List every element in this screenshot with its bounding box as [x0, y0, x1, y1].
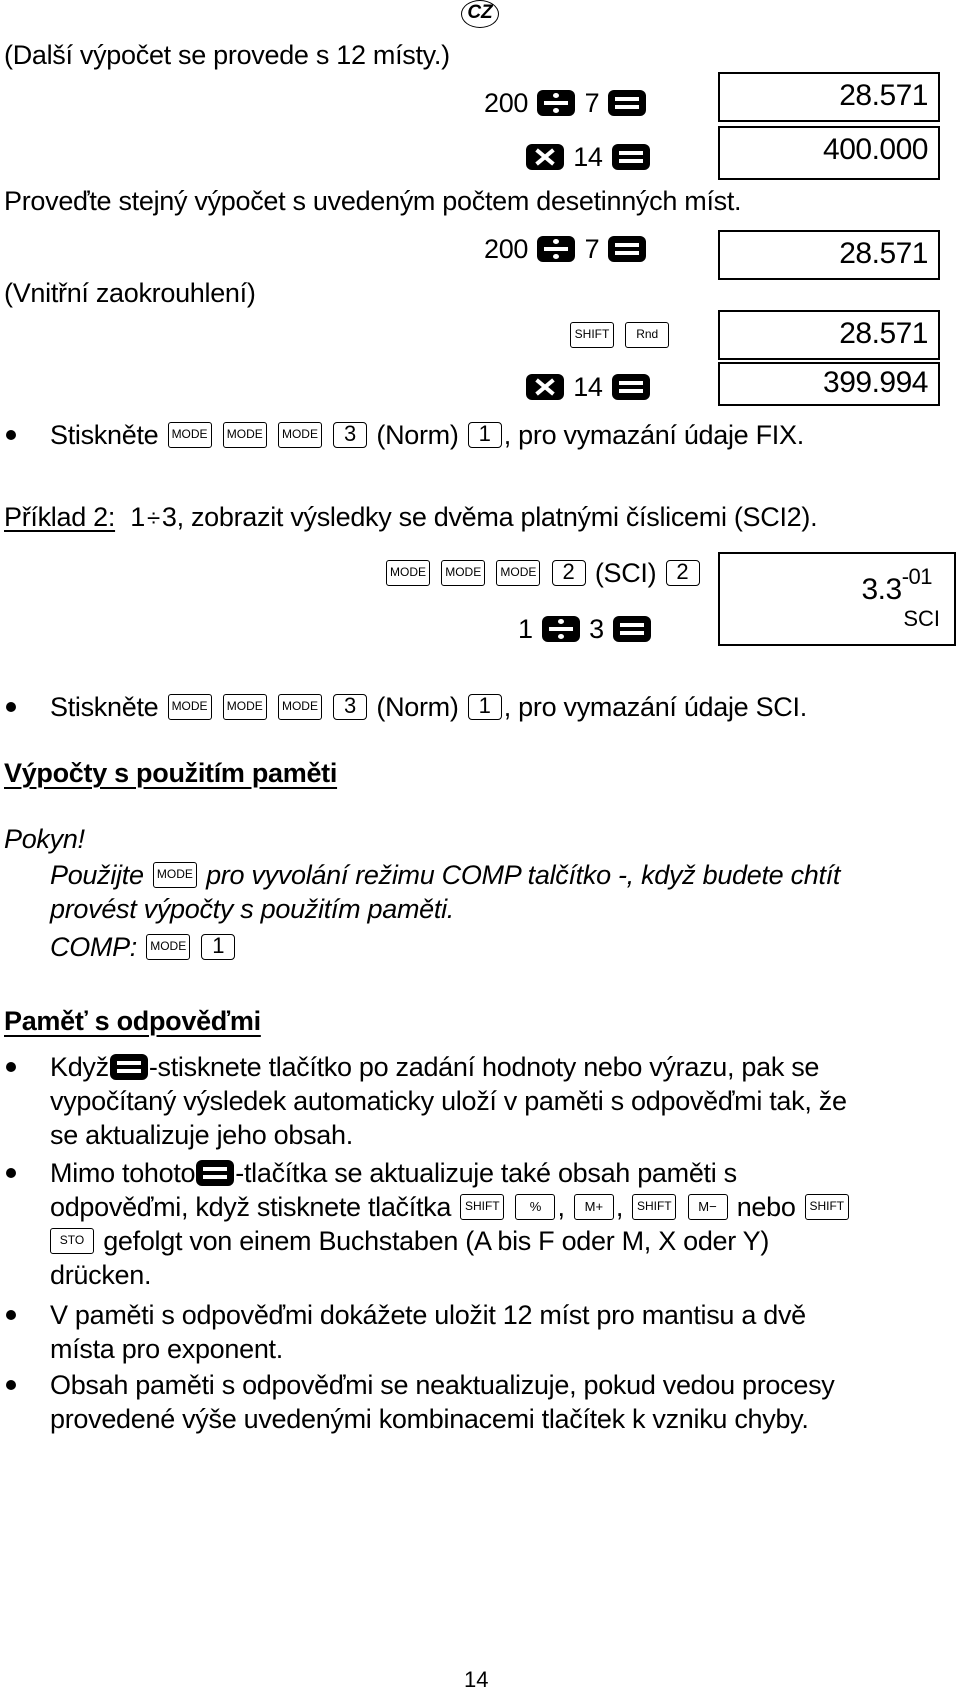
- key-sequence-1: [484, 86, 648, 120]
- divide-key-icon: [537, 90, 575, 116]
- b2-besides: Mimo tohoto: [50, 1158, 196, 1188]
- shift-key-icon: SHIFT: [805, 1194, 849, 1220]
- number-7: 7: [584, 234, 600, 264]
- key-sequence-2: [524, 140, 652, 174]
- note-line-2: provést výpočty s použitím paměti.: [50, 894, 454, 924]
- bullet-icon: [6, 430, 16, 440]
- b1-line-2: vypočítaný výsledek automaticky uloží v paměti s odpověďmi tak, že: [50, 1086, 847, 1116]
- sci-flag: SCI: [903, 606, 940, 631]
- memory-calc-heading: Výpočty s použitím paměti: [4, 758, 338, 788]
- mode-key-icon: MODE: [153, 862, 197, 888]
- bullet-icon: [6, 1310, 16, 1320]
- press-label: Stiskněte: [50, 420, 159, 450]
- key-sequence-5: [518, 612, 653, 646]
- b4-line-2: provedené výše uvedenými kombinacemi tlačítek k vzniku chyby.: [50, 1404, 809, 1434]
- one-key-icon: 1: [468, 422, 502, 448]
- text-same-calc: Proveďte stejný výpočet s uvedeným počtem desetinných míst.: [4, 186, 742, 216]
- comma: ,: [557, 1192, 565, 1222]
- equals-key-icon: [196, 1160, 234, 1186]
- mode-key-icon: MODE: [441, 560, 485, 586]
- example-2-expr-b: 3, zobrazit výsledky se dvěma platnými číslicemi (SCI2).: [161, 502, 818, 532]
- mode-key-icon: MODE: [496, 560, 540, 586]
- key-sequence-3: [484, 232, 648, 266]
- divide-key-icon: [537, 236, 575, 262]
- bullet-sci-clear: [6, 690, 956, 724]
- or-label: nebo: [736, 1192, 796, 1222]
- mode-key-icon: MODE: [386, 560, 430, 586]
- number-7: 7: [584, 88, 600, 118]
- note-line-1-rest: pro vyvolání režimu COMP talčítko -, když budete chtít: [206, 860, 841, 890]
- norm-label: (Norm): [376, 420, 459, 450]
- equals-key-icon: [612, 374, 650, 400]
- sci-exponent: -01: [901, 564, 932, 589]
- fix-clear-suffix: , pro vymazání údaje FIX.: [503, 420, 804, 450]
- number-200: 200: [484, 88, 529, 118]
- b2-line-2: odpověďmi, když stisknete tlačítka: [50, 1192, 452, 1222]
- key-sequence-shift-rnd: [568, 318, 671, 352]
- note-use-label: Použijte: [50, 860, 144, 890]
- equals-key-icon: [608, 236, 646, 262]
- multiply-key-icon: [526, 144, 564, 170]
- bullet-answer-2: [6, 1156, 956, 1292]
- one-key-icon: 1: [468, 694, 502, 720]
- shift-key-icon: SHIFT: [460, 1194, 504, 1220]
- two-key-icon: 2: [552, 560, 586, 586]
- multiply-key-icon: [526, 374, 564, 400]
- b1-line-3: se aktualizuje jeho obsah.: [50, 1120, 353, 1150]
- m-plus-key-icon: M+: [574, 1194, 614, 1220]
- text-decimal-12: (Další výpočet se provede s 12 místy.): [4, 40, 450, 70]
- mode-key-icon: MODE: [223, 422, 267, 448]
- equals-key-icon: [613, 616, 651, 642]
- bullet-answer-1: [6, 1050, 956, 1152]
- bullet-answer-4: [6, 1368, 956, 1436]
- shift-key-icon: SHIFT: [570, 322, 614, 348]
- bullet-icon: [6, 1062, 16, 1072]
- b3-line-1: V paměti s odpověďmi dokážete uložit 12 míst pro mantisu a dvě: [50, 1300, 806, 1330]
- b2-line-4: drücken.: [50, 1260, 152, 1290]
- b2-rest: -tlačítka se aktualizuje také obsah paměti s: [235, 1158, 737, 1188]
- shift-key-icon: SHIFT: [632, 1194, 676, 1220]
- number-3: 3: [589, 614, 604, 644]
- number-200: 200: [484, 234, 529, 264]
- example-2-expr-a: 1: [130, 502, 145, 532]
- b4-line-1: Obsah paměti s odpověďmi se neaktualizuje, pokud vedou procesy: [50, 1370, 835, 1400]
- equals-key-icon: [612, 144, 650, 170]
- percent-key-icon: %: [515, 1194, 555, 1220]
- lcd-display-1: 28.571: [718, 72, 940, 122]
- bullet-icon: [6, 1168, 16, 1178]
- mode-key-icon: MODE: [168, 422, 212, 448]
- three-key-icon: 3: [333, 422, 367, 448]
- lcd-display-4: 28.571: [718, 310, 940, 360]
- bullet-icon: [6, 1380, 16, 1390]
- bullet-fix-clear: [6, 418, 956, 452]
- note-line-1: [50, 858, 840, 892]
- lcd-display-sci: [718, 552, 956, 646]
- comp-label: COMP:: [50, 932, 138, 962]
- comma: ,: [615, 1192, 624, 1222]
- two-key-icon: 2: [666, 560, 700, 586]
- sto-key-icon: STO: [50, 1228, 94, 1254]
- mode-key-icon: MODE: [168, 694, 212, 720]
- three-key-icon: 3: [333, 694, 367, 720]
- sci-clear-suffix: , pro vymazání údaje SCI.: [503, 692, 807, 722]
- example-2-label: Příklad 2:: [4, 502, 116, 532]
- b1-rest: -stisknete tlačítko po zadání hodnoty nebo výrazu, pak se: [148, 1052, 820, 1082]
- note-comp: [50, 930, 237, 964]
- mode-key-icon: MODE: [223, 694, 267, 720]
- sci-value: [861, 564, 932, 607]
- b2-line-3: gefolgt von einem Buchstaben (A bis F oder M, X oder Y): [103, 1226, 770, 1256]
- mode-key-icon: MODE: [278, 694, 322, 720]
- language-badge: CZ: [461, 0, 499, 28]
- number-1: 1: [518, 614, 533, 644]
- sci-mantissa: 3.3: [861, 573, 902, 606]
- equals-key-icon: [110, 1054, 148, 1080]
- one-key-icon: 1: [201, 934, 235, 960]
- mode-key-icon: MODE: [146, 934, 190, 960]
- lcd-display-2: 400.000: [718, 126, 940, 180]
- number-14: 14: [573, 142, 603, 172]
- press-label: Stiskněte: [50, 692, 159, 722]
- answer-memory-heading: Paměť s odpověďmi: [4, 1006, 261, 1036]
- m-minus-key-icon: M−: [688, 1194, 728, 1220]
- bullet-icon: [6, 702, 16, 712]
- equals-key-icon: [608, 90, 646, 116]
- text-internal-rounding: (Vnitřní zaokrouhlení): [4, 278, 256, 308]
- b3-line-2: místa pro exponent.: [50, 1334, 283, 1364]
- norm-label: (Norm): [376, 692, 459, 722]
- lcd-display-3: 28.571: [718, 230, 940, 280]
- number-14: 14: [573, 372, 603, 402]
- mode-key-icon: MODE: [278, 422, 322, 448]
- rnd-key-icon: Rnd: [625, 322, 669, 348]
- page-number: 14: [464, 1667, 489, 1692]
- note-title: Pokyn!: [4, 824, 85, 854]
- example-2: [4, 500, 817, 536]
- sci-label: (SCI): [594, 558, 657, 588]
- divide-key-icon: [542, 616, 580, 642]
- b1-when: Když: [50, 1052, 109, 1082]
- bullet-answer-3: [6, 1298, 956, 1366]
- key-sequence-sci: [384, 556, 702, 590]
- lcd-display-5: 399.994: [718, 362, 940, 406]
- key-sequence-4: [524, 370, 652, 404]
- division-sign-icon: ÷: [146, 505, 160, 532]
